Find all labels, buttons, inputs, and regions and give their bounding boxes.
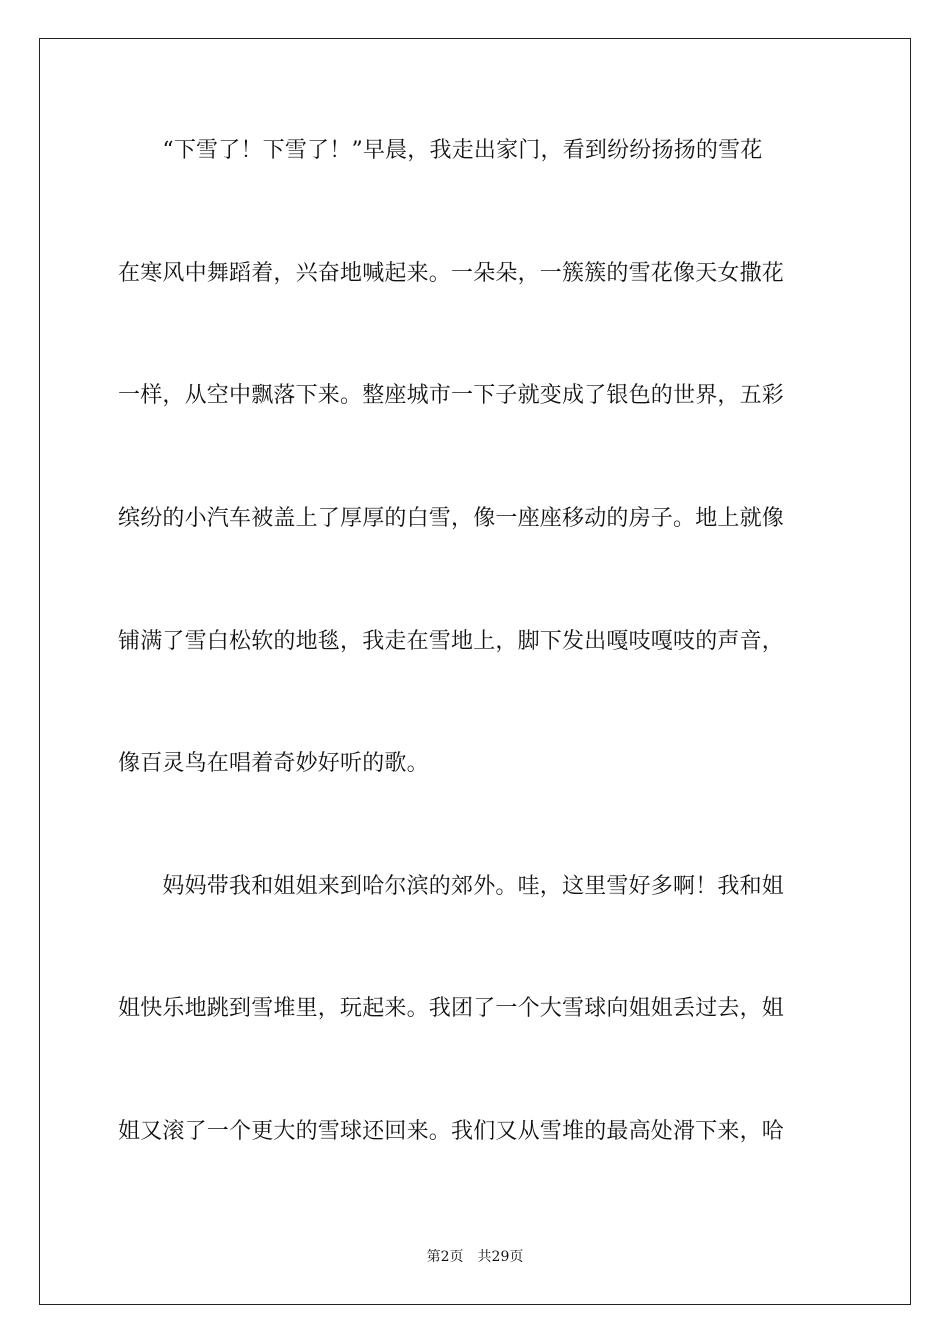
text-line-3: 一样，从空中飘落下来。整座城市一下子就变成了银色的世界，五彩 (118, 383, 785, 408)
text-line-9: 姐又滚了一个更大的雪球还回来。我们又从雪堆的最高处滑下来，哈 (118, 1119, 785, 1144)
total-pages: 共29页 (477, 1249, 524, 1265)
text-line-4: 缤纷的小汽车被盖上了厚厚的白雪，像一座座移动的房子。地上就像 (118, 506, 785, 531)
text-line-2: 在寒风中舞蹈着，兴奋地喊起来。一朵朵，一簇簇的雪花像天女撒花 (118, 261, 785, 286)
text-line-5: 铺满了雪白松软的地毯，我走在雪地上，脚下发出嘎吱嘎吱的声音， (118, 629, 785, 654)
page-border (39, 38, 911, 1305)
text-line-1: “下雪了！下雪了！”早晨，我走出家门，看到纷纷扬扬的雪花 (118, 138, 763, 163)
text-line-6: 像百灵鸟在唱着奇妙好听的歌。 (118, 751, 429, 776)
text-line-8: 姐快乐地跳到雪堆里，玩起来。我团了一个大雪球向姐姐丢过去，姐 (118, 996, 785, 1021)
page-footer (0, 1248, 950, 1266)
page-number: 第2页 (426, 1249, 464, 1265)
text-line-7: 妈妈带我和姐姐来到哈尔滨的郊外。哇，这里雪好多啊！我和姐 (118, 874, 785, 899)
